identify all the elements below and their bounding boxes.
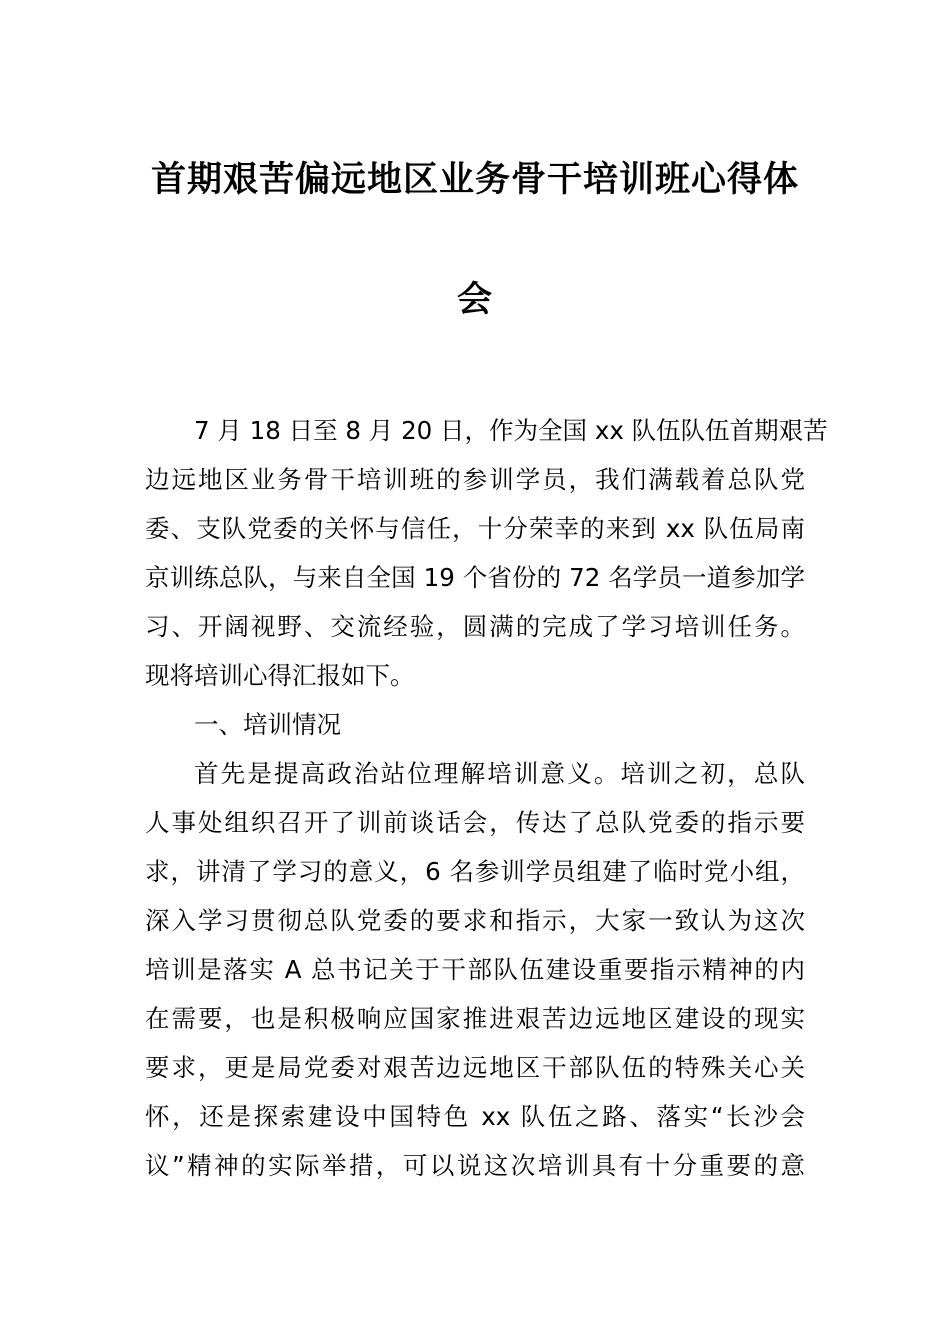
paragraph-line: 现将培训心得汇报如下。 bbox=[145, 661, 415, 690]
paragraph-line: 习、开阔视野、交流经验，圆满的完成了学习培训任务。 bbox=[145, 612, 805, 641]
document-title-line-2: 会 bbox=[456, 279, 493, 320]
paragraph-line: 议”精神的实际举措，可以说这次培训具有十分重要的意 bbox=[145, 1151, 805, 1180]
paragraph-line: 边远地区业务骨干培训班的参训学员，我们满载着总队党 bbox=[145, 465, 805, 494]
paragraph-line: 培训是落实 A 总书记关于干部队伍建设重要指示精神的内 bbox=[145, 955, 805, 984]
paragraph-line: 求，讲清了学习的意义，6 名参训学员组建了临时党小组， bbox=[145, 857, 805, 886]
document-title-line-1: 首期艰苦偏远地区业务骨干培训班心得体 bbox=[150, 159, 799, 200]
section-heading: 一、培训情况 bbox=[194, 710, 341, 739]
paragraph-line: 在需要，也是积极响应国家推进艰苦边远地区建设的现实 bbox=[145, 1004, 805, 1033]
paragraph-line: 人事处组织召开了训前谈话会，传达了总队党委的指示要 bbox=[145, 808, 805, 837]
paragraph-line: 委、支队党委的关怀与信任，十分荣幸的来到 xx 队伍局南 bbox=[145, 514, 805, 543]
paragraph-line: 要求，更是局党委对艰苦边远地区干部队伍的特殊关心关 bbox=[145, 1053, 805, 1082]
paragraph-line: 首先是提高政治站位理解培训意义。培训之初，总队 bbox=[194, 759, 805, 788]
paragraph-line: 深入学习贯彻总队党委的要求和指示，大家一致认为这次 bbox=[145, 906, 805, 935]
paragraph-line: 7 月 18 日至 8 月 20 日，作为全国 xx 队伍队伍首期艰苦 bbox=[194, 416, 828, 445]
paragraph-line: 京训练总队，与来自全国 19 个省份的 72 名学员一道参加学 bbox=[145, 563, 805, 592]
paragraph-line: 怀，还是探索建设中国特色 xx 队伍之路、落实“长沙会 bbox=[145, 1102, 805, 1131]
